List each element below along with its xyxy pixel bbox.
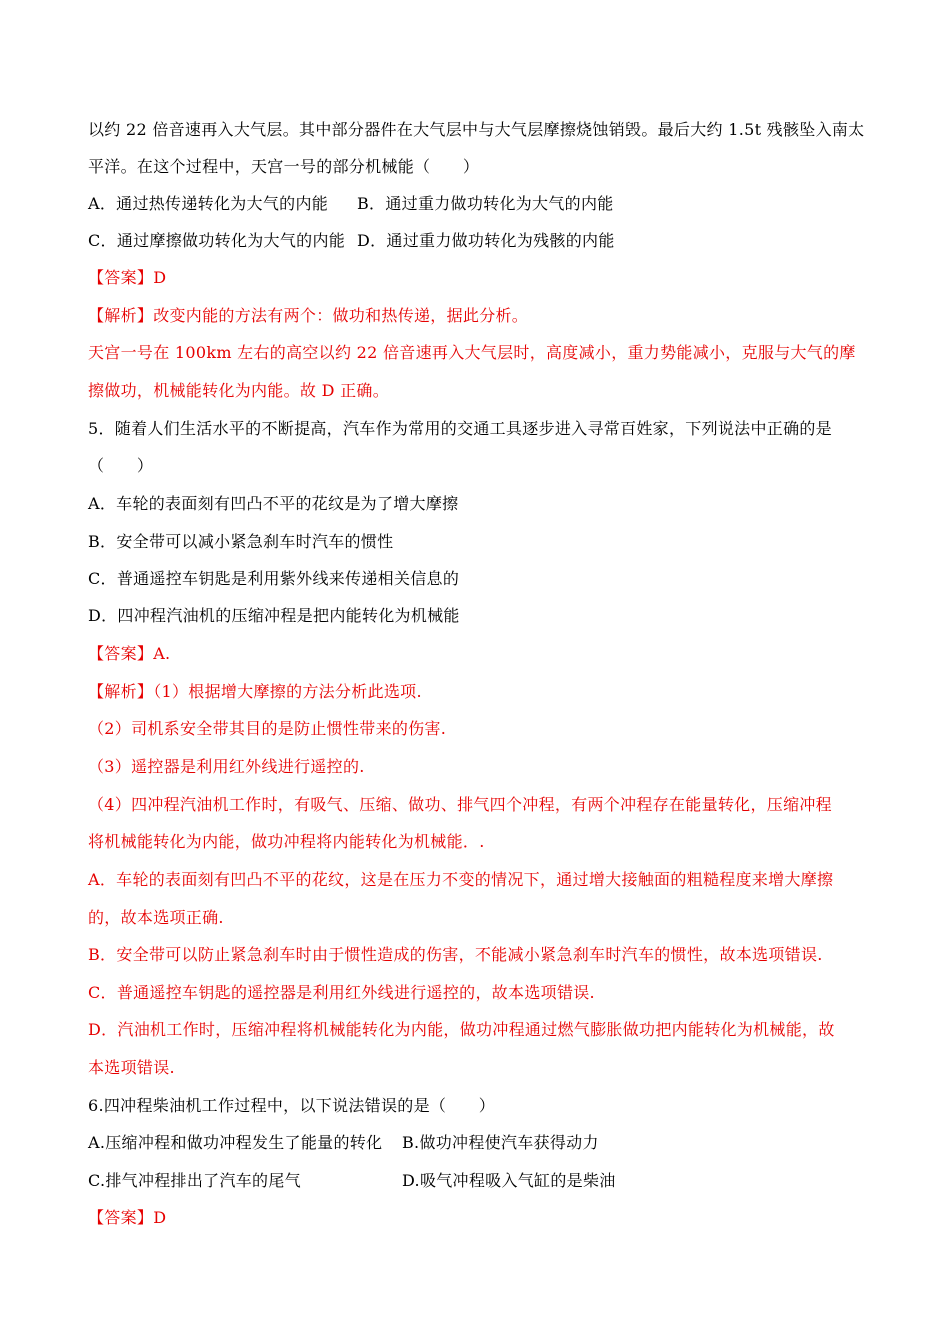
q6-option-a: A.压缩冲程和做功冲程发生了能量的转化 [88, 1133, 383, 1152]
q4-answer: 【答案】D [88, 268, 167, 287]
q4-stem-line1: 以约 22 倍音速再入大气层。其中部分器件在大气层中与大气层摩擦烧蚀销毁。最后大约 1.5t 残骸坠入南太 [88, 120, 865, 139]
q5-analysis-line1: 【解析】（1）根据增大摩擦的方法分析此选项. [88, 682, 422, 701]
q5-analysis-line11: 本选项错误. [88, 1058, 175, 1077]
q6-stem: 6.四冲程柴油机工作过程中，以下说法错误的是（ ） [88, 1096, 496, 1115]
q5-option-b: B．安全带可以减小紧急刹车时汽车的惯性 [88, 532, 394, 551]
q4-stem-line2: 平洋。在这个过程中，天宫一号的部分机械能（ ） [88, 157, 480, 176]
q4-option-c: C．通过摩擦做功转化为大气的内能 [88, 231, 346, 250]
q4-option-a: A．通过热传递转化为大气的内能 [88, 194, 329, 213]
q6-option-c: C.排气冲程排出了汽车的尾气 [88, 1171, 301, 1190]
q5-analysis-line7: 的，故本选项正确. [88, 908, 224, 927]
q5-answer: 【答案】A. [88, 644, 171, 663]
q5-option-d: D．四冲程汽油机的压缩冲程是把内能转化为机械能 [88, 606, 460, 625]
q4-analysis-line2: 天宫一号在 100km 左右的高空以约 22 倍音速再入大气层时，高度减小，重力势能减小，克服与大气的摩 [88, 343, 856, 362]
q5-analysis-line6: A．车轮的表面刻有凹凸不平的花纹，这是在压力不变的情况下，通过增大接触面的粗糙程度来增大摩擦 [88, 870, 834, 889]
q5-analysis-line4: （4）四冲程汽油机工作时，有吸气、压缩、做功、排气四个冲程，有两个冲程存在能量转化，压缩冲程 [88, 795, 832, 814]
q5-stem-line2: （ ） [88, 456, 154, 475]
q4-analysis-line1: 【解析】改变内能的方法有两个：做功和热传递，据此分析。 [88, 306, 529, 325]
q5-analysis-line9: C．普通遥控车钥匙的遥控器是利用红外线进行遥控的，故本选项错误. [88, 983, 595, 1002]
q5-analysis-line10: D．汽油机工作时，压缩冲程将机械能转化为内能，做功冲程通过燃气膨胀做功把内能转化为机械能，故 [88, 1020, 835, 1039]
q6-option-d: D.吸气冲程吸入气缸的是柴油 [402, 1171, 616, 1190]
q6-option-b: B.做功冲程使汽车获得动力 [402, 1133, 599, 1152]
q4-analysis-line3: 擦做功，机械能转化为内能。故 D 正确。 [88, 381, 390, 400]
q5-stem-line1: 5．随着人们生活水平的不断提高，汽车作为常用的交通工具逐步进入寻常百姓家，下列说法中正确的是 [88, 419, 832, 438]
q5-analysis-line3: （3）遥控器是利用红外线进行遥控的. [88, 757, 365, 776]
q6-answer: 【答案】D [88, 1208, 167, 1227]
q4-option-b: B．通过重力做功转化为大气的内能 [357, 194, 614, 213]
q5-analysis-line2: （2）司机系安全带其目的是防止惯性带来的伤害. [88, 719, 447, 738]
q5-analysis-line8: B．安全带可以防止紧急刹车时由于惯性造成的伤害，不能减小紧急刹车时汽车的惯性，故本选项错误. [88, 945, 823, 964]
q4-option-d: D．通过重力做功转化为残骸的内能 [357, 231, 615, 250]
q5-analysis-line5: 将机械能转化为内能，做功冲程将内能转化为机械能．. [88, 832, 485, 851]
q5-option-c: C．普通遥控车钥匙是利用紫外线来传递相关信息的 [88, 569, 460, 588]
q5-option-a: A．车轮的表面刻有凹凸不平的花纹是为了增大摩擦 [88, 494, 459, 513]
